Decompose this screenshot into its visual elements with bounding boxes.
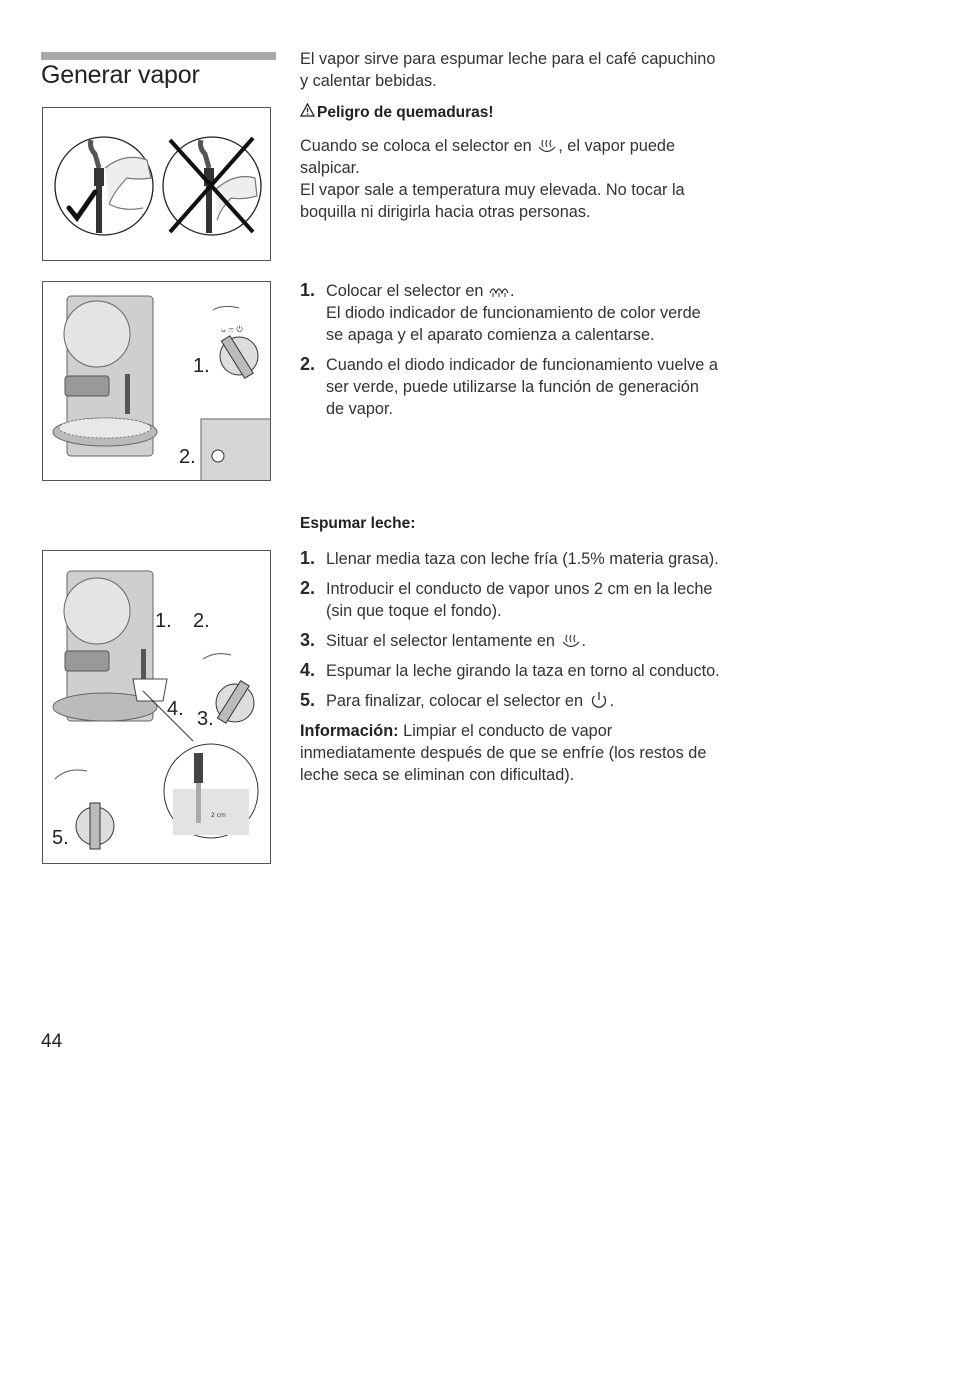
correct-handling-illustration: [55, 137, 153, 235]
list-item: 3. Situar el selector lentamente en .: [300, 630, 587, 650]
warning-heading-text: Peligro de quemaduras!: [317, 104, 494, 121]
list-item: 2. Cuando el diodo indicador de funcionamiento vuelve a ser verde, puede utilizarse la función de generación de vapor.: [300, 354, 718, 418]
warning-line2: El vapor sale a temperatura muy elevada. No tocar la boquilla ni dirigirla hacia otras personas.: [300, 181, 685, 221]
figure-label: 5.: [52, 827, 69, 849]
selector-knob-illustration: [213, 306, 258, 378]
warning-line1: Cuando se coloca el selector en , el vapor puede salpicar.: [300, 137, 676, 177]
list-item: 1. Colocar el selector en . El diodo indicador de funcionamiento de color verde se apaga y el aparato comienza a calentarse.: [300, 280, 701, 344]
list-item: 1. Llenar media taza con leche fría (1.5% materia grasa).: [300, 548, 719, 568]
indicator-panel-illustration: [201, 419, 271, 481]
page-title: Generar vapor: [41, 61, 200, 89]
figure-label: 2.: [179, 446, 196, 468]
intro-paragraph: El vapor sirve para espumar leche para el café capuchino y calentar bebidas.: [300, 50, 716, 90]
title-bar: [41, 52, 276, 60]
warning-triangle-icon: [300, 102, 317, 124]
figure-label: 2.: [193, 610, 210, 632]
intro-text: [300, 48, 720, 92]
figure-selector-and-indicator: [42, 281, 271, 481]
heat-icon: [488, 283, 510, 299]
figure-frothing-milk: [42, 550, 271, 864]
milk-cup-closeup: [164, 744, 258, 838]
svg-text:ᴗ ෆ ⏻: ᴗ ෆ ⏻: [221, 325, 243, 334]
list-item: 5. Para finalizar, colocar el selector en .: [300, 690, 615, 710]
figure-label: 1.: [155, 610, 172, 632]
incorrect-handling-illustration: [163, 137, 261, 235]
coffee-machine-illustration: [53, 296, 157, 456]
info-note: Información: Limpiar el conducto de vapor inmediatamente después de que se enfríe (los restos de leche seca se eliminan con dificultad).: [300, 722, 707, 784]
page-number: 44: [41, 1031, 63, 1052]
heating-steps: [300, 280, 720, 428]
figure-steam-nozzle-handling: [42, 107, 271, 261]
steam-icon: [536, 138, 558, 154]
warning-heading: [300, 102, 720, 124]
warning-text: [300, 135, 720, 223]
warning-block: [300, 102, 720, 124]
list-item: 2. Introducir el conducto de vapor unos 2 cm en la leche (sin que toque el fondo).: [300, 578, 713, 620]
list-item: 4. Espumar la leche girando la taza en torno al conducto.: [300, 660, 720, 680]
measure-label: 2 cm: [211, 812, 226, 819]
figure-label: 4.: [167, 698, 184, 720]
figure-label: 3.: [197, 708, 214, 730]
figure-label: 1.: [193, 355, 210, 377]
section-heading: Espumar leche:: [300, 515, 416, 532]
steam-icon: [560, 633, 582, 649]
power-icon: [588, 691, 610, 707]
frothing-steps: [300, 548, 720, 786]
